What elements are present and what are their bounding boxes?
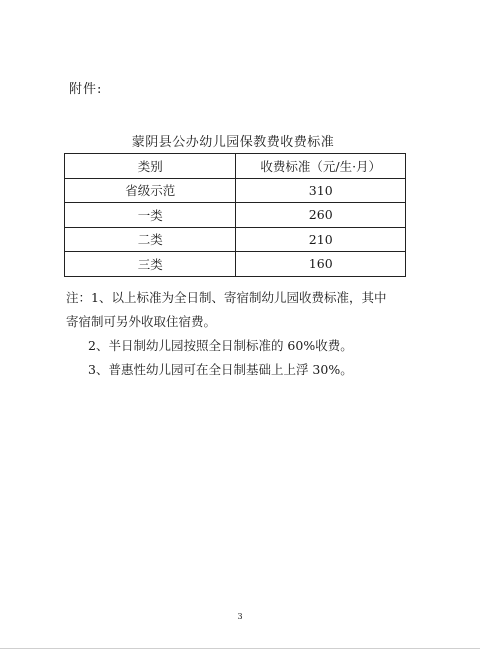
note-3: 3、普惠性幼儿园可在全日制基础上上浮 30%。 xyxy=(88,362,353,377)
category-cell: 一类 xyxy=(65,203,236,228)
header-fee-standard: 收费标准（元/生·月） xyxy=(236,154,406,179)
note-1-line-2: 寄宿制可另外收取住宿费。 xyxy=(66,314,217,329)
category-cell: 二类 xyxy=(65,227,236,252)
category-cell: 省级示范 xyxy=(65,178,236,203)
table-row xyxy=(65,178,406,203)
note-1-line-1: 注：1、以上标准为全日制、寄宿制幼儿园收费标准，其中 xyxy=(66,290,387,305)
table-row xyxy=(65,227,406,252)
fee-cell: 160 xyxy=(236,252,406,277)
table-row xyxy=(65,203,406,228)
table-row xyxy=(65,252,406,277)
category-cell: 三类 xyxy=(65,252,236,277)
fee-cell: 310 xyxy=(236,178,406,203)
attachment-label: 附件: xyxy=(69,82,103,97)
table-header-row xyxy=(65,154,406,179)
page-number: 3 xyxy=(237,612,243,621)
table-title: 蒙阴县公办幼儿园保教费收费标准 xyxy=(131,135,335,150)
note-2: 2、半日制幼儿园按照全日制标准的 60%收费。 xyxy=(88,338,353,353)
header-category: 类别 xyxy=(65,154,236,179)
fee-cell: 260 xyxy=(236,203,406,228)
fee-cell: 210 xyxy=(236,227,406,252)
notes-section xyxy=(66,286,410,382)
fee-standard-table xyxy=(64,153,406,277)
scan-edge-divider xyxy=(0,648,480,649)
